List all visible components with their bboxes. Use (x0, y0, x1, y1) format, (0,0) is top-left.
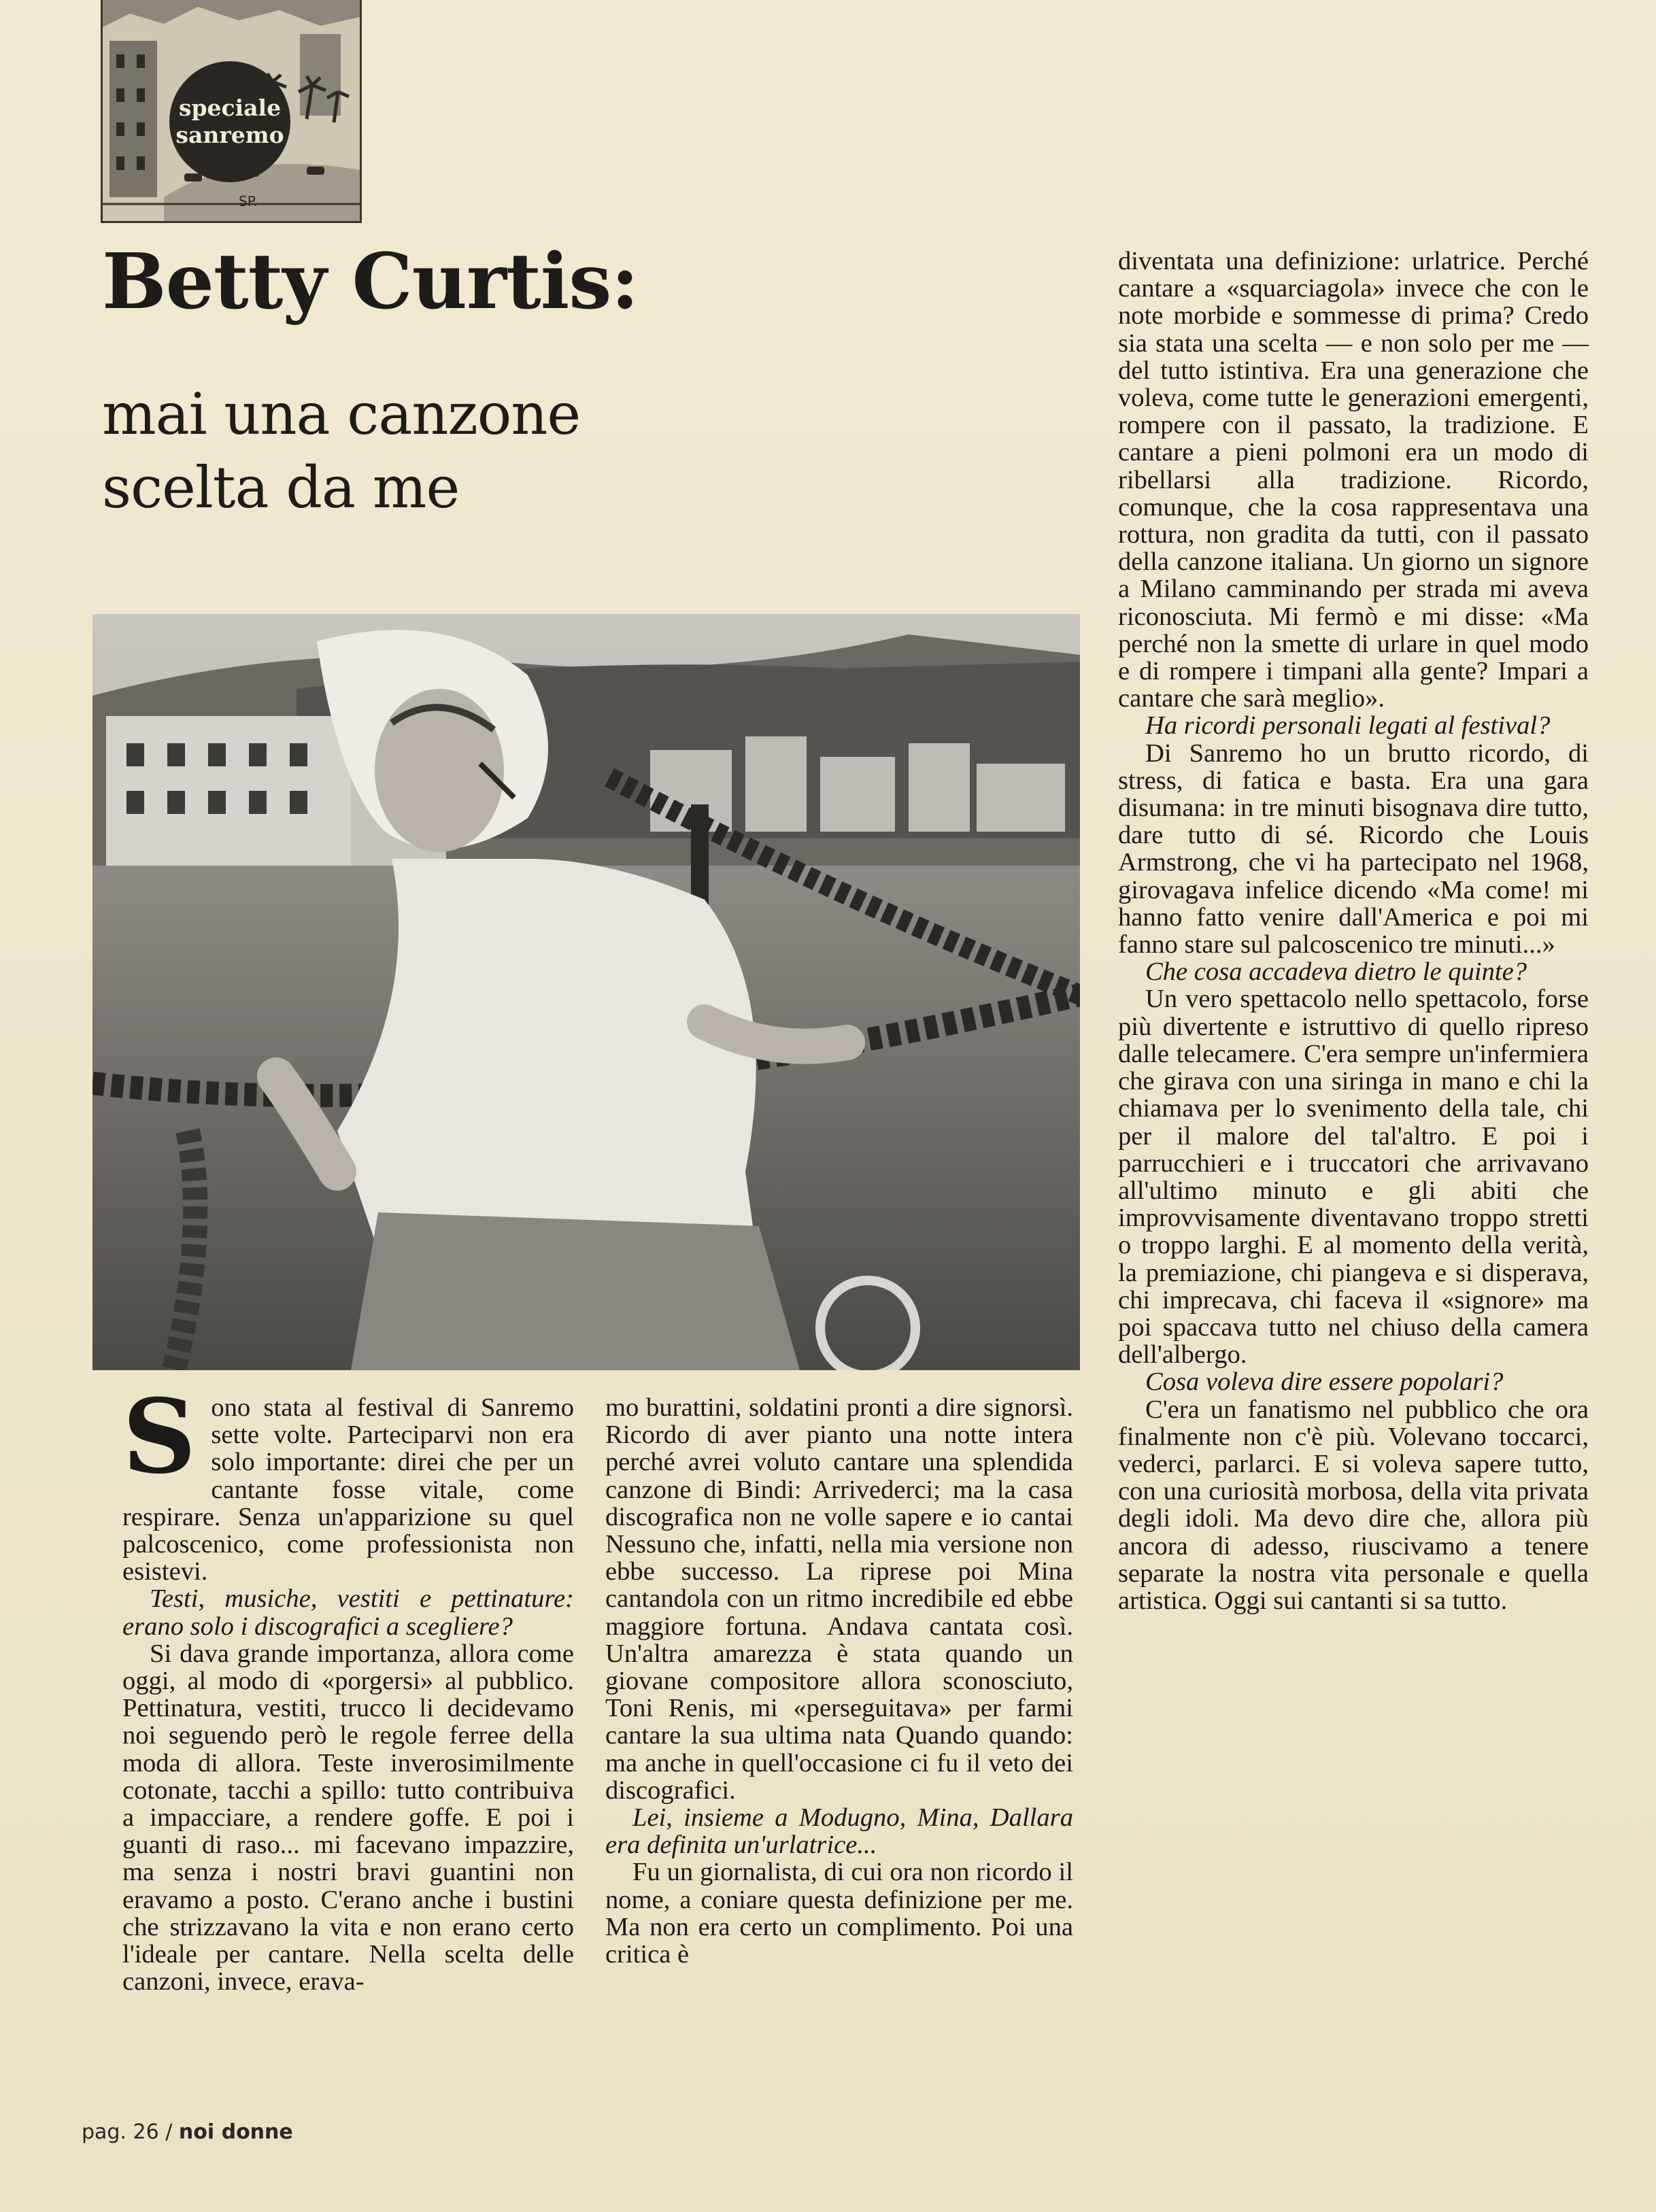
col3-paragraph-4: C'era un fanatismo nel pubblico che ora finalmente non c'è più. Volevano toccarci, vederci, parlarci. E si voleva sapere tutto, con una curiosità morbosa, della vita privata degli idoli. Ma devo dire che, allora più ancora di adesso, riuscivamo a tenere separate la nostra vita personale e quella artistica. Oggi sui cantanti si sa tutto. (1118, 1395, 1589, 1615)
magazine-name: noi donne (178, 2120, 293, 2144)
article-subheadline (102, 377, 782, 524)
logo-line-2: sanremo (175, 122, 284, 148)
article-photo-betty-curtis (92, 614, 1080, 1370)
speciale-sanremo-logo (101, 0, 362, 223)
col3-paragraph-3: Un vero spettacolo nello spettacolo, forse più divertente e istruttivo di quello ripreso dalle telecamere. C'era sempre un'infermiera che girava con una siringa in mano e chi la chiamava per lo svenimento della tale, chi per il malore del tal'altro. E poi i parrucchieri e i truccatori che arrivavano all'ultimo minuto e gli abiti che improvvisamente diventavano troppo stretti o troppo larghi. E al momento della verità, la premiazione, chi piangeva e si disperava, chi imprecava, chi faceva il «signore» ma poi spaccava tutto nel chiuso della camera dell'albergo. (1118, 985, 1589, 1369)
logo-artist-signature: SP. (239, 193, 258, 209)
col1-paragraph-2: Si dava grande importanza, allora come oggi, al modo di «porgersi» al pubblico. Pettinatura, vestiti, trucco li decidevamo noi seguendo però le regole ferree della moda di allora. Teste inverosimilmente cotonate, tacchi a spillo: tutto contribuiva a impacciare, a rendere goffe. E poi i guanti di raso... mi facevano impazzire, ma senza i nostri bravi guantini non eravamo a posto. C'erano anche i bustini che strizzavano la vita e non erano certo l'ideale per cantare. Nella scelta delle canzoni, invece, erava- (122, 1639, 574, 1996)
article-column-1 (122, 1377, 574, 1996)
col1-paragraph-1 (122, 1377, 574, 1586)
subhead-line-1: mai una canzone (102, 381, 581, 447)
article-column-3 (1118, 248, 1589, 1614)
col2-paragraph-1: mo burattini, soldatini pronti a dire signorsì. Ricordo di aver pianto una notte intera perché avrei voluto cantare una splendida canzone di Bindi: Arrivederci; ma la casa discografica non ne volle sapere e io cantai Nessuno che, infatti, nella mia versione non ebbe successo. La riprese poi Mina cantandola con un ritmo incredibile ed ebbe maggiore fortuna. Andava cantata così. Un'altra amarezza è stata quando un giovane compositore allora sconosciuto, Toni Renis, mi «perseguitava» per farmi cantare la sua ultima nata Quando quando: ma anche in quell'occasione ci fu il veto dei discografici. (605, 1393, 1073, 1805)
interview-question-1: Testi, musiche, vestiti e pettinature: erano solo i discografici a scegliere? (122, 1584, 574, 1641)
page-footer (82, 2120, 293, 2144)
col3-paragraph-1: diventata una definizione: urlatrice. Perché cantare a «squarciagola» invece che con le note morbide e sommesse di prima? Credo sia stata una scelta — e non solo per me — del tutto istintiva. Era una generazione che voleva, come tutte le generazioni emergenti, rompere con il passato, la tradizione. E cantare a pieni polmoni era un modo di ribellarsi alla tradizione. Ricordo, comunque, che la cosa rappresentava una rottura, non gradita da tutti, con il passato della canzone italiana. Un giorno un signore a Milano camminando per strada mi aveva riconosciuta. Mi fermò e mi disse: «Ma perché non la smette di urlare in quel modo e di rompere i timpani alla gente? Impari a cantare che sarà meglio». (1118, 247, 1589, 713)
col3-paragraph-2: Di Sanremo ho un brutto ricordo, di stress, di fatica e basta. Era una gara disumana: in tre minuti bisognava dire tutto, dare tutto di sé. Ricordo che Louis Armstrong, che vi ha partecipato nel 1968, girovagava infelice dicendo «Ma come! mi hanno fatto venire dall'America e poi mi fanno stare sul palcoscenico tre minuti...» (1118, 738, 1589, 959)
drop-cap: S (122, 1377, 197, 1497)
interview-question-2: Lei, insieme a Modugno, Mina, Dallara era definita un'urlatrice... (605, 1803, 1073, 1860)
logo-line-1: speciale (178, 95, 282, 121)
col1-paragraph-1-text: ono stata al festival di Sanremo sette volte. Parteciparvi non era solo importante: direi che per un cantante fosse vitale, come respirare. Senza un'apparizione su quel palcoscenico, come professionista non esistevi. (122, 1393, 574, 1586)
article-column-2 (605, 1394, 1073, 1968)
interview-question-5: Cosa voleva dire essere popolari? (1145, 1367, 1504, 1397)
logo-badge (169, 61, 290, 182)
article-headline: Betty Curtis: (102, 237, 639, 326)
page-number: pag. 26 / (82, 2120, 173, 2144)
subhead-line-2: scelta da me (102, 454, 460, 521)
photo-illustration (92, 614, 1080, 1370)
col2-paragraph-2: Fu un giornalista, di cui ora non ricordo il nome, a coniare questa definizione per me. Ma non era certo un complimento. Poi una critica è (605, 1858, 1073, 1969)
interview-question-3: Ha ricordi personali legati al festival? (1145, 711, 1551, 741)
interview-question-4: Che cosa accadeva dietro le quinte? (1145, 957, 1527, 987)
